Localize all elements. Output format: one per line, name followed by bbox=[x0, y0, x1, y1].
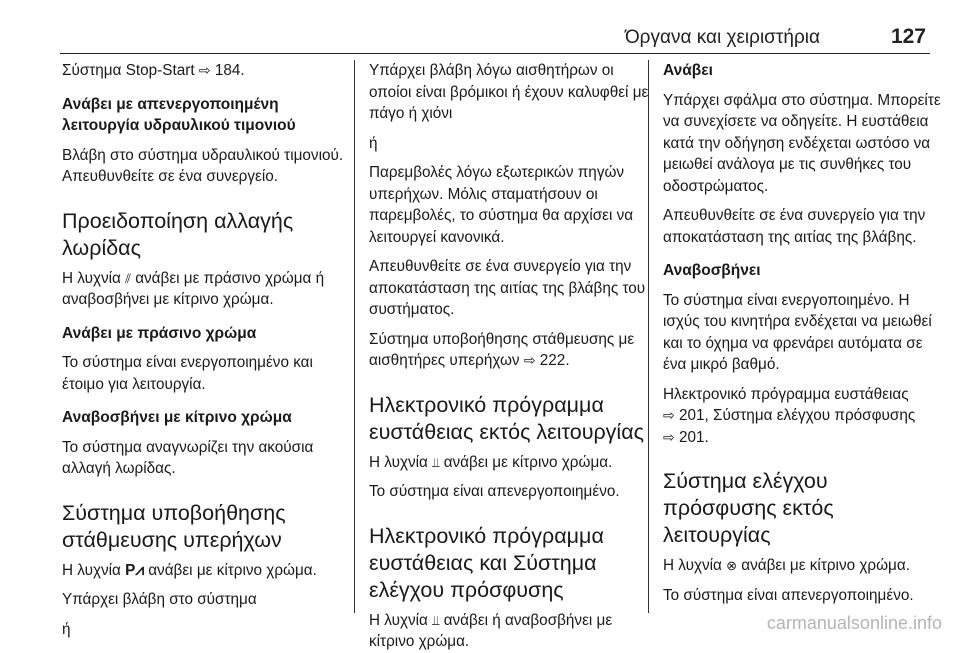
paragraph bbox=[62, 268, 344, 311]
column-3 bbox=[663, 60, 945, 606]
subheading: Ανάβει με απενεργοποιημένη λειτουργία υδραυλικού τιμονιού bbox=[62, 95, 296, 134]
page-reference-arrow-icon: ⇨ bbox=[663, 407, 675, 423]
paragraph-text: Η λυχνία bbox=[369, 453, 428, 471]
page-reference-arrow-icon: ⇨ bbox=[663, 428, 675, 445]
parking-assist-icon: P⩘ bbox=[125, 561, 144, 579]
paragraph-text: ανάβει με κίτρινο χρώμα. bbox=[148, 561, 317, 579]
paragraph: Το σύστημα αναγνωρίζει την ακούσια αλλαγή λωρίδας. bbox=[62, 438, 314, 477]
paragraph bbox=[369, 329, 651, 372]
subheading: Αναβοσβήνει με κίτρινο χρώμα bbox=[62, 409, 292, 426]
paragraph: Το σύστημα είναι ενεργοποιημένο. Η ισχύς του κινητήρα ενδέχεται να μειωθεί και το όχημα να φρενάρει αυτόματα σε ένα μικρό βαθμό. bbox=[663, 291, 932, 373]
column-divider bbox=[354, 60, 355, 613]
paragraph-text: Η λυχνία bbox=[62, 269, 121, 287]
page-reference-arrow-icon: ⇨ bbox=[198, 62, 211, 78]
page-number: 127 bbox=[890, 25, 926, 48]
paragraph: Βλάβη στο σύστημα υδραυλικού τιμονιού. Απευθυνθείτε σε ένα συνεργείο. bbox=[62, 146, 344, 185]
subheading: Αναβοσβήνει bbox=[663, 262, 761, 279]
section-heading: Ηλεκτρονικό πρόγραμμα ευστάθειας εκτός λειτουργίας bbox=[369, 392, 644, 444]
paragraph-text: Σύστημα υποβοήθησης στάθμευσης με αισθητήρες υπερήχων bbox=[369, 330, 635, 369]
paragraph bbox=[62, 560, 344, 582]
page-reference[interactable]: 184. bbox=[214, 62, 245, 79]
column-1 bbox=[62, 60, 344, 640]
paragraph: Παρεμβολές λόγω εξωτερικών πηγών υπερήχων. Μόλις σταματήσουν οι παρεμβολές, το σύστημα θα αρχίσει να λειτουργεί κανονικά. bbox=[369, 164, 634, 246]
paragraph-text: Η λυχνία bbox=[663, 557, 722, 574]
traction-control-off-icon: ⊗ bbox=[726, 558, 738, 573]
paragraph: Το σύστημα είναι ενεργοποιημένο και έτοιμο για λειτουργία. bbox=[62, 354, 313, 393]
paragraph: Απευθυνθείτε σε ένα συνεργείο για την αποκατάσταση της αιτίας της βλάβης. bbox=[663, 207, 926, 246]
section-heading: Σύστημα ελέγχου πρόσφυσης εκτός λειτουργίας bbox=[663, 469, 834, 547]
paragraph bbox=[369, 610, 651, 653]
paragraph bbox=[62, 60, 344, 82]
page-reference[interactable]: 222. bbox=[539, 352, 570, 369]
paragraph: ή bbox=[62, 620, 71, 638]
paragraph: Υπάρχει σφάλμα στο σύστημα. Μπορείτε να συνεχίσετε να οδηγείτε. Η ευστάθεια κατά την οδήγηση ενδέχεται ωστόσο να μειωθεί ανάλογα με τις συνθήκες του οδοστρώματος. bbox=[663, 91, 941, 195]
page-header bbox=[60, 25, 930, 54]
paragraph: Το σύστημα είναι απενεργοποιημένο. bbox=[663, 586, 914, 604]
watermark: carmanualsonline.info bbox=[766, 613, 942, 633]
paragraph bbox=[663, 555, 945, 577]
subheading: Ανάβει με πράσινο χρώμα bbox=[62, 324, 257, 342]
paragraph: Υπάρχει βλάβη στο σύστημα bbox=[62, 591, 257, 608]
esc-skid-icon: ⫫ bbox=[432, 612, 440, 628]
subheading: Ανάβει bbox=[663, 62, 713, 79]
paragraph-text: ανάβει με κίτρινο χρώμα. bbox=[741, 557, 910, 574]
lane-departure-warning-icon: ⫽ bbox=[125, 270, 131, 286]
paragraph: Το σύστημα είναι απενεργοποιημένο. bbox=[369, 483, 620, 500]
paragraph-text: Η λυχνία bbox=[62, 561, 121, 579]
section-heading: Σύστημα υποβοήθησης στάθμευσης υπερήχων bbox=[62, 500, 286, 552]
section-heading: Προειδοποίηση αλλαγής λωρίδας bbox=[62, 208, 294, 260]
paragraph bbox=[663, 384, 945, 449]
esc-off-icon: ⫫ bbox=[432, 454, 440, 470]
paragraph-text: Η λυχνία bbox=[369, 611, 428, 629]
page-reference[interactable]: 201, Σύστημα ελέγχου πρόσφυσης bbox=[678, 407, 916, 424]
paragraph: Υπάρχει βλάβη λόγω αισθητήρων οι οποίοι είναι βρόμικοι ή έχουν καλυφθεί με πάγο ή χιόνι bbox=[369, 62, 649, 122]
column-2 bbox=[369, 60, 651, 653]
paragraph-text: Ηλεκτρονικό πρόγραμμα ευστάθειας bbox=[663, 385, 909, 403]
paragraph: Απευθυνθείτε σε ένα συνεργείο για την αποκατάσταση της αιτίας της βλάβης του συστήματος. bbox=[369, 258, 646, 318]
paragraph-text: ανάβει ή αναβοσβήνει με κίτρινο χρώμα. bbox=[369, 611, 613, 650]
paragraph-text: ανάβει με πράσινο χρώμα ή αναβοσβήνει με κίτρινο χρώμα. bbox=[62, 269, 325, 308]
section-title: Όργανα και χειριστήρια bbox=[624, 27, 820, 48]
paragraph bbox=[369, 452, 651, 474]
paragraph: ή bbox=[369, 134, 378, 152]
page-reference-arrow-icon: ⇨ bbox=[523, 352, 536, 368]
section-heading: Ηλεκτρονικό πρόγραμμα ευστάθειας και Σύστημα ελέγχου πρόσφυσης bbox=[369, 523, 604, 602]
paragraph-text: Σύστημα Stop-Start bbox=[62, 62, 195, 79]
page-reference[interactable]: 201. bbox=[678, 428, 709, 446]
paragraph-text: ανάβει με κίτρινο χρώμα. bbox=[443, 453, 613, 471]
